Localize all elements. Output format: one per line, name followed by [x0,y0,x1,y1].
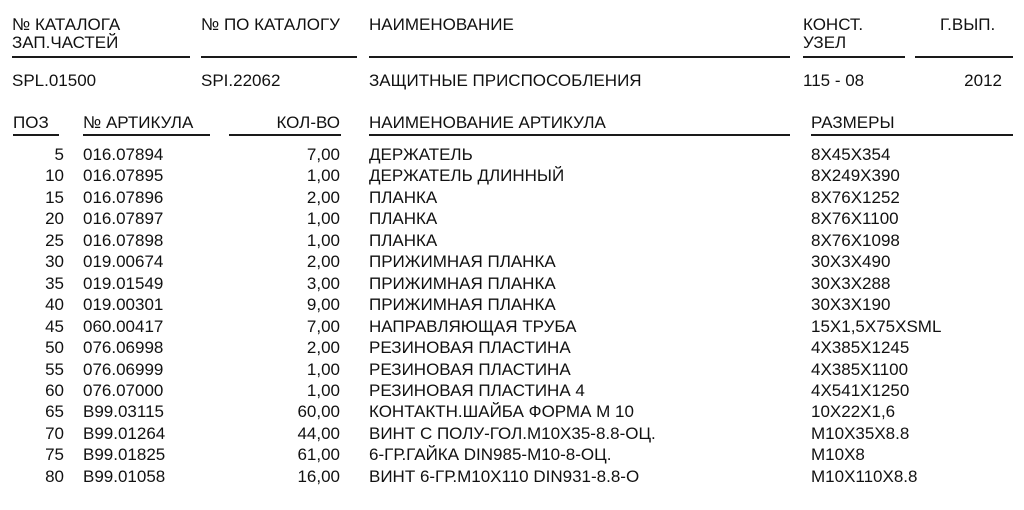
row-size: 15X1,5X75XSML [811,316,942,336]
row-article: B99.01825 [83,445,166,465]
row-pos: 30 [45,252,64,272]
row-qty: 44,00 [297,423,340,443]
col-article-header: № АРТИКУЛА [83,113,194,132]
row-name: РЕЗИНОВАЯ ПЛАСТИНА [369,359,571,379]
row-pos: 45 [45,316,64,336]
unit-value: 115 - 08 [803,71,865,90]
catalog-label-line1: № КАТАЛОГА [12,15,121,34]
table-row [0,337,1024,358]
row-size: 4X385X1245 [811,338,910,358]
name-value: ЗАЩИТНЫЕ ПРИСПОСОБЛЕНИЯ [369,71,642,90]
row-name: РЕЗИНОВАЯ ПЛАСТИНА [369,338,571,358]
row-size: 4X385X1100 [811,359,909,379]
row-article: 076.06999 [83,359,164,379]
row-pos: 10 [45,166,64,186]
row-pos: 25 [45,230,64,250]
col-name-underline [369,134,790,136]
row-name: ВИНТ 6-ГР.M10X110 DIN931-8.8-О [369,466,640,486]
row-name: ПРИЖИМНАЯ ПЛАНКА [369,273,556,293]
col-article-underline [83,134,210,136]
table-row [0,444,1024,465]
col-pos-header: ПОЗ [13,113,49,132]
row-pos: 20 [45,209,64,229]
row-name: ДЕРЖАТЕЛЬ ДЛИННЫЙ [369,166,565,186]
row-pos: 15 [45,187,64,207]
row-article: 016.07895 [83,166,164,186]
row-pos: 40 [45,295,64,315]
row-qty: 7,00 [306,145,340,164]
year-value: 2012 [964,71,1002,90]
row-size: 10X22X1,6 [811,402,896,422]
row-size: 8X76X1252 [811,187,900,207]
row-article: 076.07000 [83,380,164,400]
name-rule [369,56,790,58]
table-row [0,165,1024,186]
row-article: 019.01549 [83,273,164,293]
row-qty: 7,00 [306,316,340,336]
row-article: 060.00417 [83,316,164,336]
table-row [0,273,1024,294]
row-qty: 2,00 [306,252,340,272]
row-size: 8X76X1100 [811,209,899,229]
row-article: 019.00301 [83,295,164,315]
row-qty: 1,00 [306,209,340,229]
table-row [0,230,1024,251]
col-name-header: НАИМЕНОВАНИЕ АРТИКУЛА [369,113,606,132]
table-row [0,466,1024,487]
row-qty: 2,00 [306,187,340,207]
table-row [0,144,1024,165]
row-pos: 35 [45,273,64,293]
row-pos: 65 [45,402,64,422]
row-name: РЕЗИНОВАЯ ПЛАСТИНА 4 [369,380,585,400]
catalog-rule [12,56,190,58]
unit-rule [803,56,905,58]
row-article: B99.01264 [83,423,166,443]
row-size: 30X3X490 [811,252,891,272]
row-name: 6-ГР.ГАЙКА DIN985-M10-8-ОЦ. [369,445,612,465]
row-article: 016.07898 [83,230,164,250]
row-name: ВИНТ С ПОЛУ-ГОЛ.M10X35-8.8-ОЦ. [369,423,656,443]
table-row [0,251,1024,272]
row-pos: 60 [45,380,64,400]
row-qty: 1,00 [306,166,340,186]
row-qty: 61,00 [297,445,340,465]
catalog-value: SPL.01500 [12,71,97,90]
table-row [0,359,1024,380]
row-pos: 55 [45,359,64,379]
row-article: 016.07896 [83,187,164,207]
row-name: ПРИЖИМНАЯ ПЛАНКА [369,295,556,315]
row-qty: 60,00 [297,402,340,422]
table-row [0,423,1024,444]
row-qty: 1,00 [306,359,340,379]
row-article: 019.00674 [83,252,164,272]
row-pos: 50 [45,338,64,358]
table-row [0,401,1024,422]
row-size: M10X35X8.8 [811,423,910,443]
row-name: ПЛАНКА [369,209,438,229]
row-article: B99.03115 [83,402,164,422]
table-row [0,208,1024,229]
row-qty: 3,00 [306,273,340,293]
row-size: 8X45X354 [811,145,891,164]
row-article: 076.06998 [83,338,164,358]
table-row [0,187,1024,208]
row-qty: 9,00 [306,295,340,315]
by-catalog-label: № ПО КАТАЛОГУ [201,15,340,34]
catalog-label-line2: ЗАП.ЧАСТЕЙ [12,33,119,52]
row-size: 4X541X1250 [811,380,910,400]
row-article: 016.07894 [83,145,164,164]
col-qty-underline [229,134,341,136]
row-article: B99.01058 [83,466,166,486]
col-size-underline [811,134,1013,136]
by-catalog-value: SPI.22062 [201,71,281,90]
table-row [0,294,1024,315]
table-row [0,316,1024,337]
year-label: Г.ВЫП. [940,15,996,34]
row-pos: 70 [45,423,64,443]
row-name: КОНТАКТН.ШАЙБА ФОРМА М 10 [369,402,634,422]
row-name: ПЛАНКА [369,187,438,207]
col-qty-header: КОЛ-ВО [276,113,340,132]
row-size: 30X3X190 [811,295,891,315]
unit-label-line1: КОНСТ. [803,15,864,34]
col-size-header: РАЗМЕРЫ [811,113,895,132]
row-size: M10X8 [811,445,865,465]
row-name: ПРИЖИМНАЯ ПЛАНКА [369,252,556,272]
row-qty: 16,00 [297,466,340,486]
catalog-label [12,16,120,52]
row-name: НАПРАВЛЯЮЩАЯ ТРУБА [369,316,577,336]
row-name: ПЛАНКА [369,230,438,250]
col-pos-underline [13,134,59,136]
table-row [0,380,1024,401]
row-pos: 5 [54,145,64,164]
row-size: M10X110X8.8 [811,466,918,486]
by-catalog-rule [201,56,357,58]
row-size: 8X249X390 [811,166,900,186]
row-name: ДЕРЖАТЕЛЬ [369,145,473,164]
unit-label [803,16,863,52]
row-article: 016.07897 [83,209,164,229]
row-size: 30X3X288 [811,273,891,293]
row-pos: 75 [45,445,64,465]
row-qty: 1,00 [306,380,340,400]
row-size: 8X76X1098 [811,230,900,250]
name-label: НАИМЕНОВАНИЕ [369,15,514,34]
row-qty: 1,00 [306,230,340,250]
year-rule [915,56,1013,58]
row-qty: 2,00 [306,338,340,358]
row-pos: 80 [45,466,64,486]
unit-label-line2: УЗЕЛ [803,33,847,52]
